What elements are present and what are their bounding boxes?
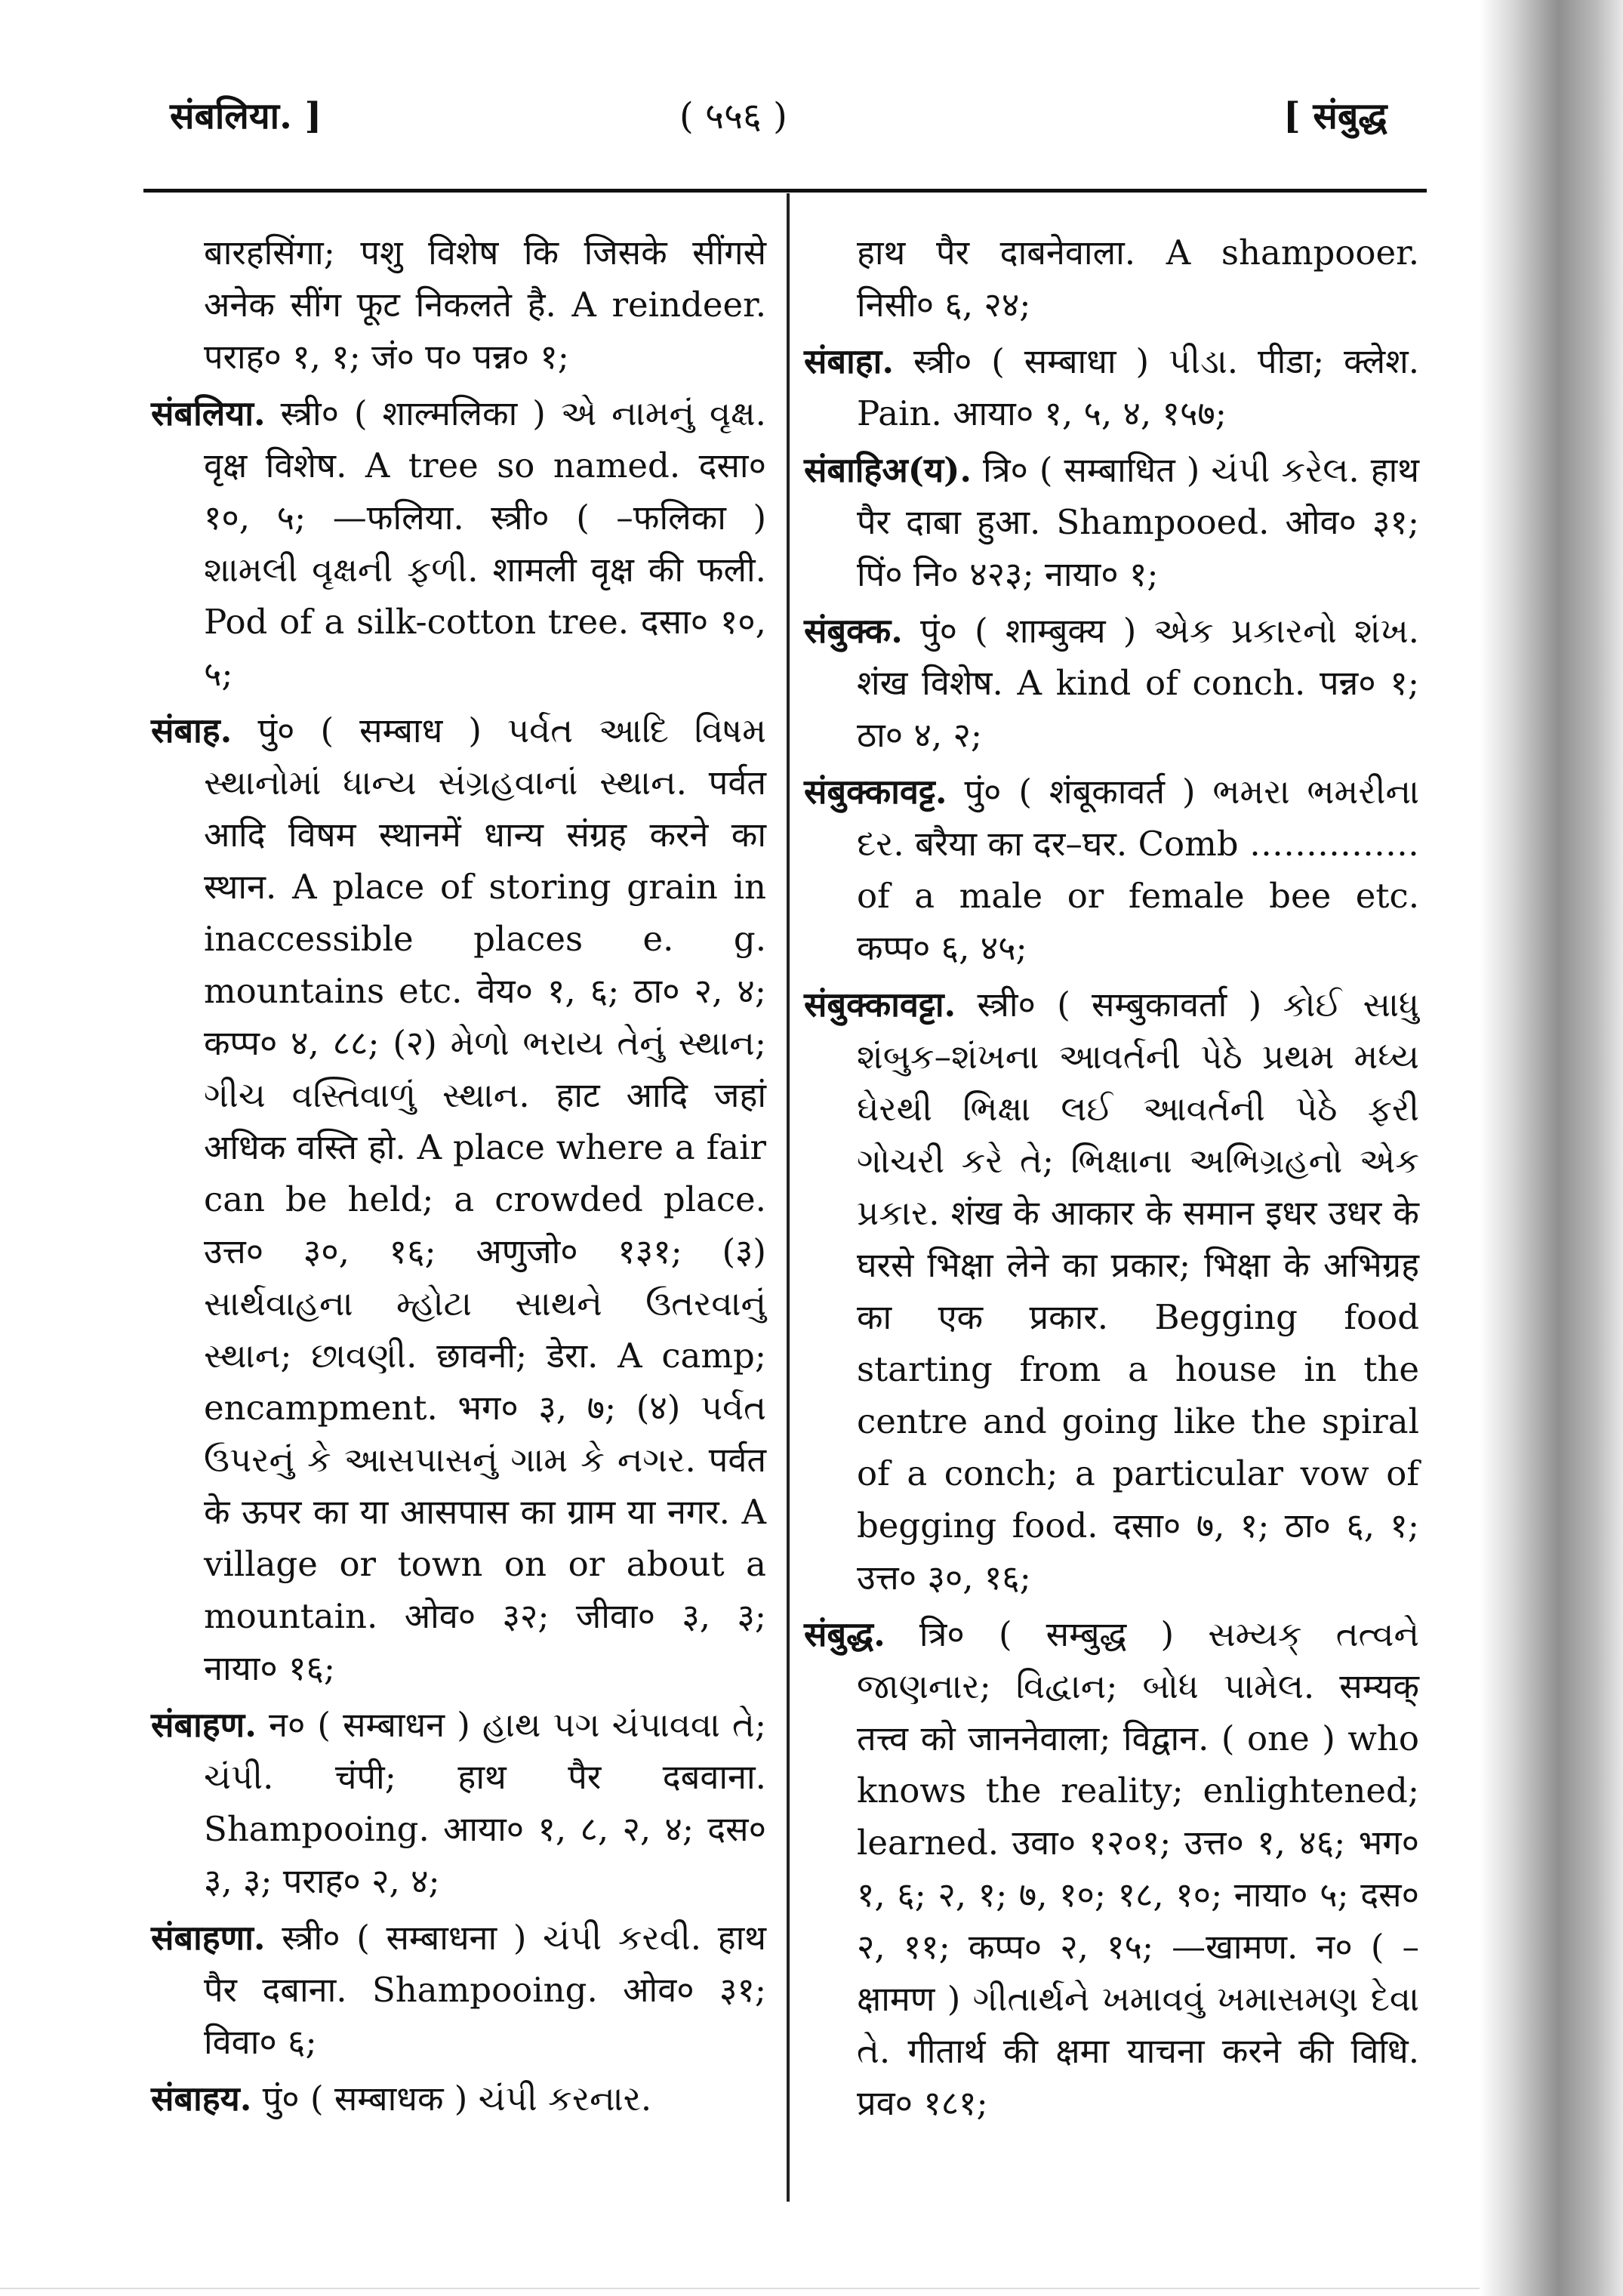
entry-text: बारहसिंगा; पशु विशेष कि जिसके सींगसे अनेक सींग फूट निकलते है. A reindeer. पराह० १, १; जं० प० पन्न० १; (204, 233, 766, 377)
entry-text: स्त्री० ( सम्बाधना ) ચંપી કરવી. हाथ पैर दबाना. Shampooing. ओव० ३१; विवा० ६; (204, 1918, 766, 2062)
dictionary-entry (151, 1912, 766, 2068)
header-right-guide-word: [ संबुद्ध (1283, 95, 1387, 137)
entry-headword: संबाहण. (151, 1705, 257, 1745)
entry-text: पुं० ( सम्बाध ) પર્વત આદિ વિષમ સ્થાનોમાં ધાન્ય સંગ્રહવાનાં સ્થાન. पर्वत आदि विषम स्थानमें धान्य संग्रह करने का स्थान. A place of storing grain in inaccessible places e. g. mountains etc. वेय० १, ६; ठा० २, ४; कप्प० ४, ८८; (२) મેળો ભરાય તેનું સ્થાન; ગીચ વસ્તિવાળું સ્થાન. हाट आदि जहां अधिक वस्ति हो. A place where a fair can be held; a crowded place. उत्त० ३०, १६; अणुजो० १३१; (३) સાર્થવાહના મ્હોટા સાથને ઉતરવાનું સ્થાન; છાવણી. छावनी; डेरा. A camp; encampment. भग० ३, ७; (४) પર્વત ઉપરનું કે આસપાસનું ગામ કે નગર. पर्वत के ऊपर का या आसपास का ग्राम या नगर. A village or town on or about a mountain. ओव० ३२; जीवा० ३, ३; नाया० १६; (204, 710, 766, 1688)
entry-headword: संबाहा. (804, 341, 894, 381)
dictionary-entry (804, 978, 1419, 1604)
header-left-guide-word: संबलिया. ] (170, 95, 322, 137)
entry-text: स्त्री० ( सम्बुकावर्ता ) કોઈ સાધુ શંબુક–શંખના આવર્તની પેઠે પ્રથમ મધ્ય ઘેરથી ભિક્ષા લઈ આવર્તની પેઠે ફરી ગોચરી કરે તે; ભિક્ષાના અભિગ્રહનો એક પ્રકાર. शंख के आकार के समान इधर उधर के घरसे भिक्षा लेने का प्रकार; भिक्षा के अभिग्रह का एक प्रकार. Begging food starting from a house in the centre and going like the spiral of a conch; a particular vow of begging food. दसा० ७, १; ठा० ६, १; उत्त० ३०, १६; (857, 985, 1419, 1598)
scan-bottom-edge (0, 2288, 1480, 2289)
left-column (151, 227, 766, 2129)
page-number: ( ५५६ ) (679, 95, 787, 137)
header-rule (143, 189, 1427, 193)
entry-text: हाथ पैर दाबनेवाला. A shampooer. निसी० ६, २४; (857, 233, 1419, 325)
dictionary-entry (804, 766, 1419, 974)
entry-headword: संबुक्कावट्टा. (804, 985, 956, 1025)
entry-headword: संबाहय. (151, 2079, 252, 2119)
entry-text: स्त्री० ( सम्बाधा ) પીડા. पीडा; क्लेश. Pain. आया० १, ५, ४, १५७; (857, 341, 1420, 433)
entry-headword: संबुद्ध. (804, 1614, 885, 1654)
entry-headword: संबाह. (151, 710, 233, 750)
entry-text: त्रि० ( सम्बाधित ) ચંપી કરેલ. हाथ पैर दाबा हुआ. Shampooed. ओव० ३१; पिं० नि० ४२३; नाया० १; (857, 450, 1419, 594)
dictionary-entry (151, 387, 766, 700)
right-column (804, 227, 1419, 2134)
dictionary-entry (804, 605, 1419, 761)
entry-text: पुं० ( शाम्बुक्य ) એક પ્રકારનો શંખ. शंख विशेष. A kind of conch. पन्न० १; ठा० ४, २; (857, 611, 1419, 755)
entry-headword: संबलिया. (151, 393, 266, 433)
dictionary-entry (151, 2073, 766, 2125)
dictionary-entry (804, 227, 1419, 331)
dictionary-entry (804, 444, 1419, 600)
dictionary-entry (804, 335, 1419, 439)
entry-headword: संबुक्क. (804, 611, 903, 651)
entry-headword: संबाहणा. (151, 1918, 266, 1958)
entry-text: न० ( सम्बाधन ) હાથ પગ ચંપાવવા તે; ચંપી. चंपी; हाथ पैर दबवाना. Shampooing. आया० १, ८, २, ४; दस० ३, ३; पराह० २, ४; (204, 1705, 766, 1901)
dictionary-entry (151, 227, 766, 383)
entry-text: त्रि० ( सम्बुद्ध ) સમ્યક્ તત્વને જાણનાર; વિદ્વાન; બોધ પામેલ. सम्यक् तत्त्व को जाननेवाला; विद्वान. ( one ) who knows the reality; enlightened; learned. उवा० १२०१; उत्त० १, ४६; भग० १, ६; २, १; ७, १०; १८, १०; नाया० ५; दस० २, ११; कप्प० २, १५; —खामण. न० ( –क्षामण ) ગીતાર્થને ખમાવવું ખમાસમણ દેવા તે. गीतार्थ की क्षमा याचना करने की विधि. प्रव० १८१; (857, 1614, 1419, 2123)
entry-headword: संबाहिअ(य). (804, 450, 972, 490)
scan-edge-shadow (1480, 0, 1623, 2296)
entry-text: पुं० ( सम्बाधक ) ચંપી કરનાર. (262, 2079, 652, 2119)
entry-text: स्त्री० ( शाल्मलिका ) એ નામનું વૃક્ષ. वृक्ष विशेष. A tree so named. दसा० १०, ५; —फलिया. स्त्री० ( –फलिका ) શામલી વૃક્ષની ફળી. शामली वृक्ष की फली. Pod of a silk-cotton tree. दसा० १०, ५; (204, 393, 766, 694)
entry-headword: संबुक्कावट्ट. (804, 772, 947, 812)
dictionary-entry (804, 1608, 1419, 2129)
entry-text: पुं० ( शंबूकावर्त ) ભમરા ભમરીના દર. बरैया का दर–घर. Comb ……………of a male or female bee etc. कप्प० ६, ४५; (857, 772, 1419, 968)
dictionary-entry (151, 1699, 766, 1907)
dictionary-entry (151, 704, 766, 1694)
column-divider (787, 193, 790, 2202)
